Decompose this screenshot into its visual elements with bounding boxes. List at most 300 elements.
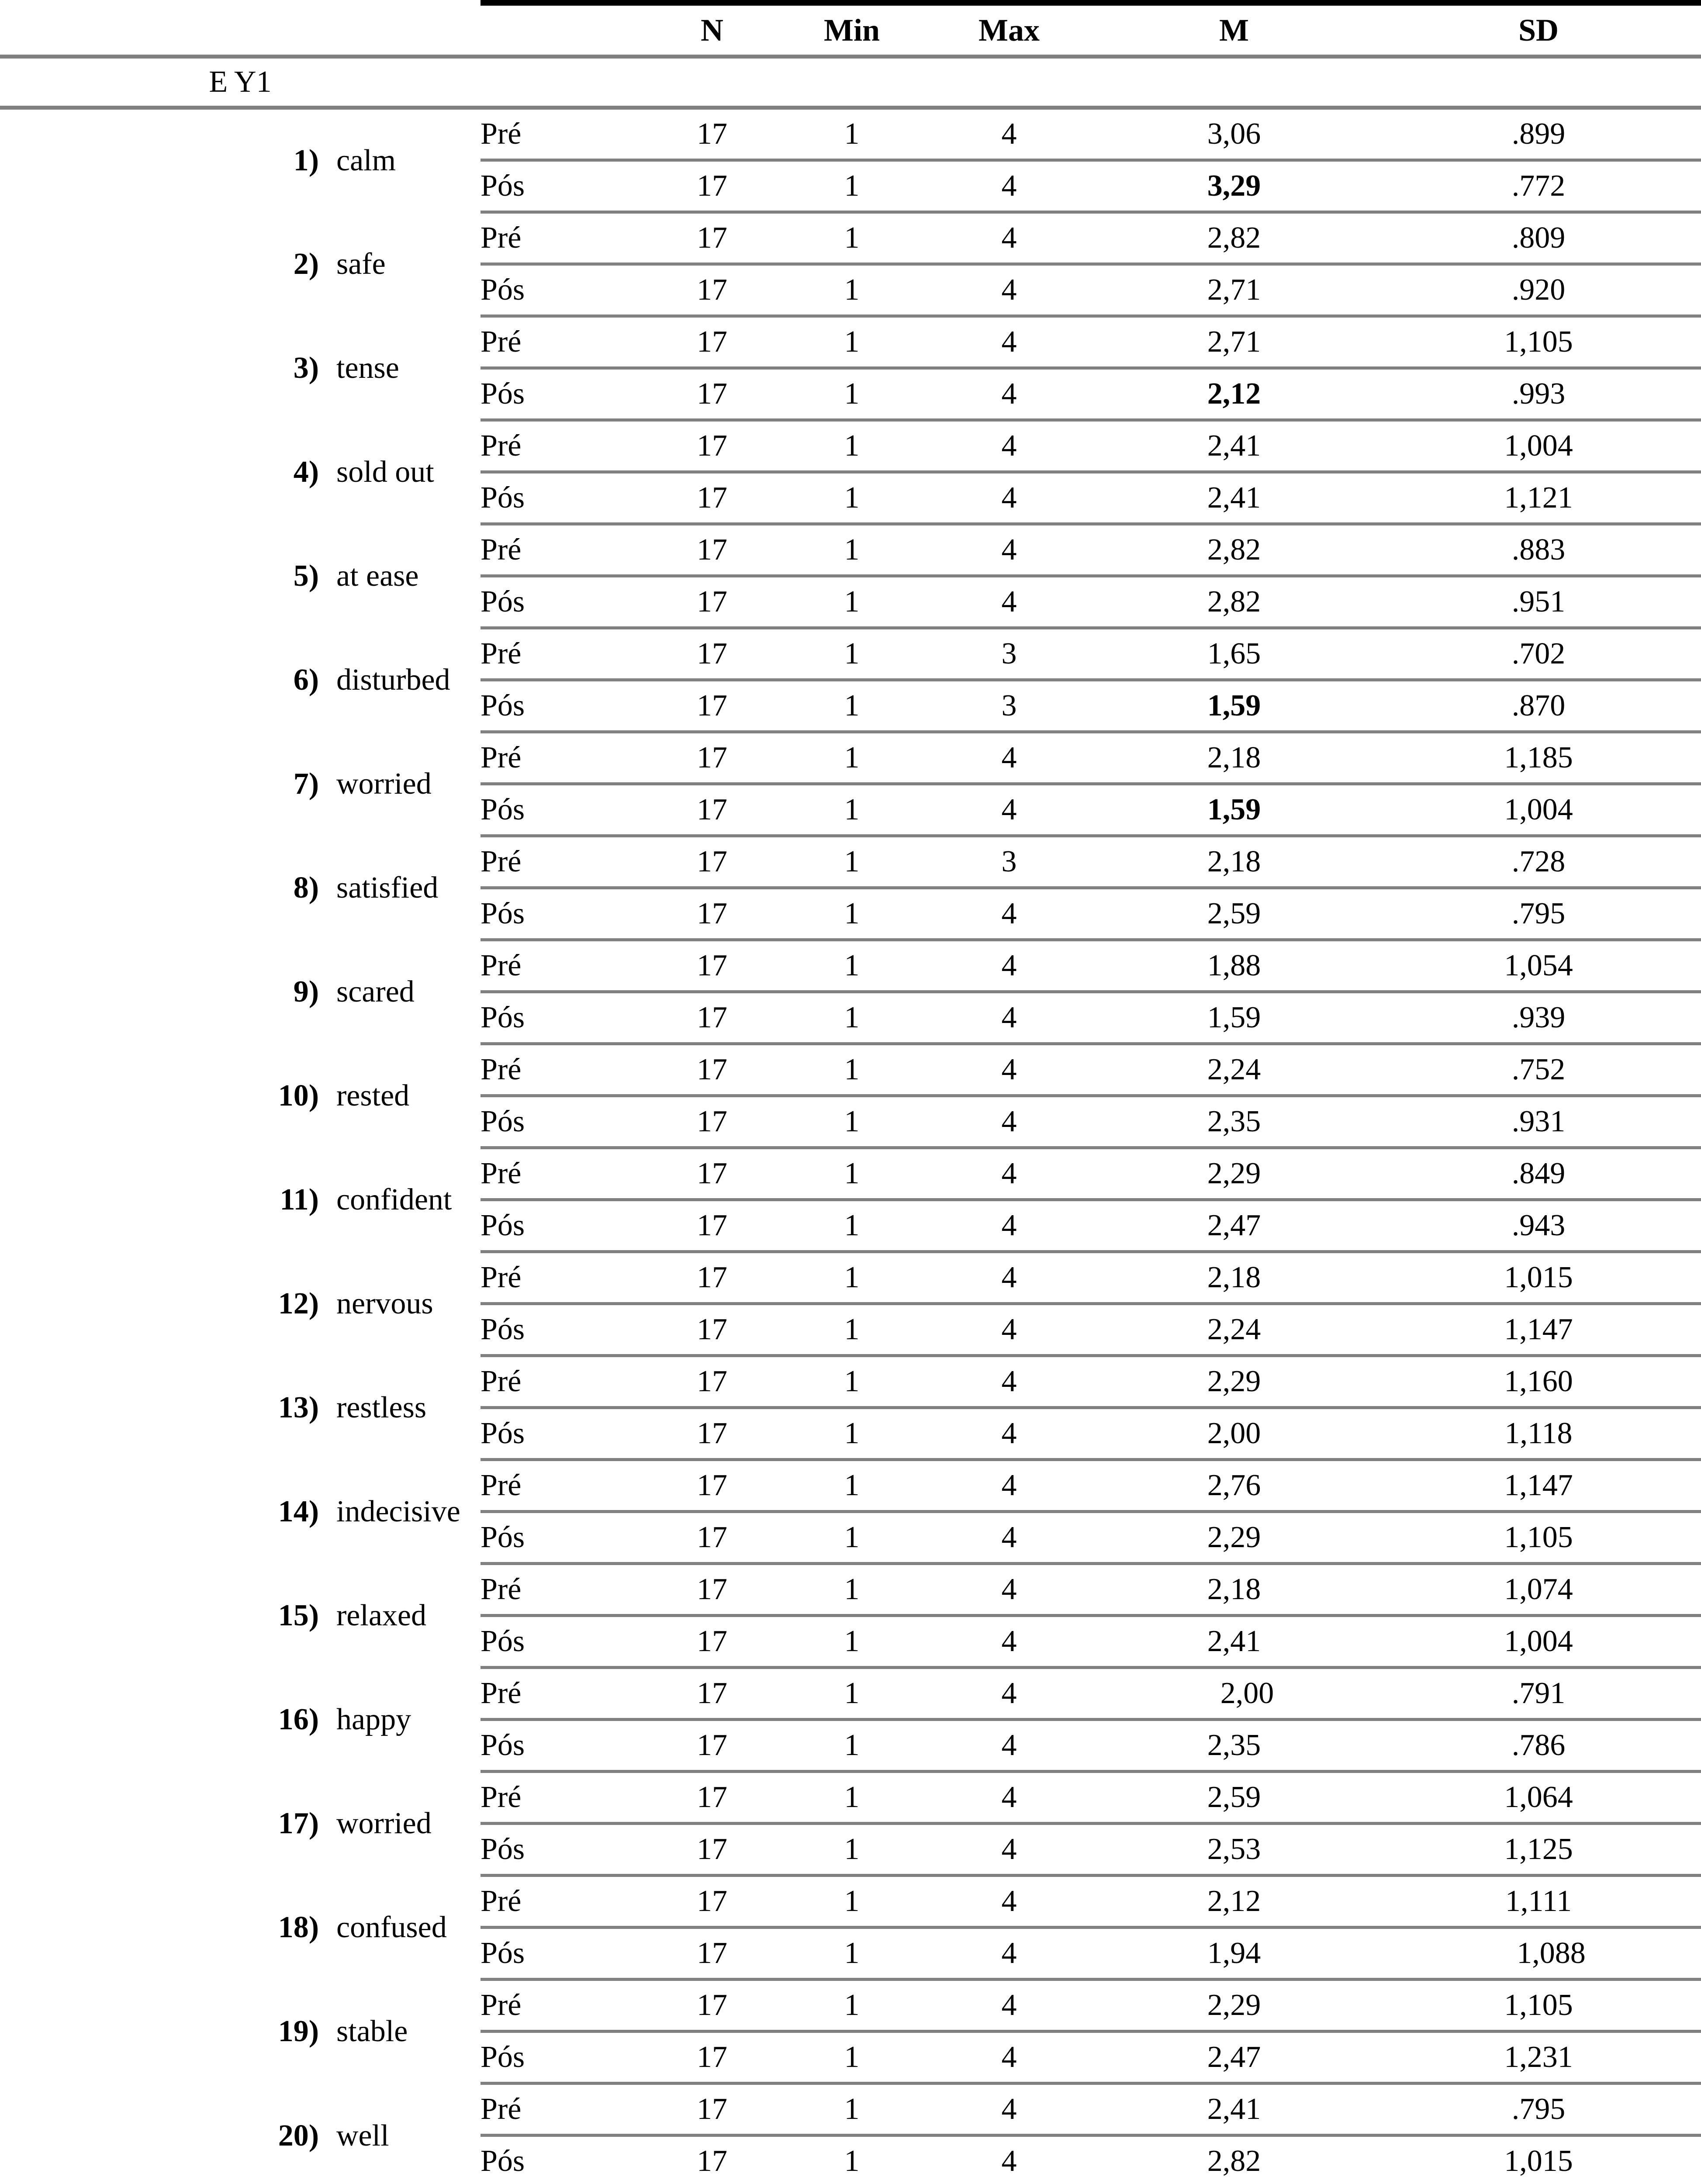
value-sd: .786: [1376, 1720, 1701, 1772]
group-row-empty-cell: [926, 57, 1092, 108]
value-n: 17: [647, 1876, 778, 1928]
value-sd: .931: [1376, 1096, 1701, 1148]
value-max: 4: [926, 1616, 1092, 1668]
value-mean: 2,29: [1092, 1148, 1376, 1200]
item-word: nervous: [319, 1289, 481, 1319]
timepoint-label-pre: Pré: [481, 524, 647, 576]
value-min: 1: [778, 472, 926, 524]
value-mean: 1,59: [1092, 784, 1376, 836]
value-sd: 1,064: [1376, 1772, 1701, 1824]
value-n: 17: [647, 1980, 778, 2032]
timepoint-label-pre: Pré: [481, 732, 647, 784]
value-min: 1: [778, 1824, 926, 1876]
value-n: 17: [647, 524, 778, 576]
value-sd: .791: [1376, 1668, 1701, 1720]
value-sd: 1,185: [1376, 732, 1701, 784]
value-sd: 1,125: [1376, 1824, 1701, 1876]
value-max: 3: [926, 836, 1092, 888]
item-number: 18): [262, 1912, 319, 1943]
value-n: 17: [647, 888, 778, 940]
value-mean: 2,24: [1092, 1304, 1376, 1356]
value-mean: 1,59: [1092, 992, 1376, 1044]
value-min: 1: [778, 160, 926, 212]
item-label-cell: [0, 1460, 481, 1564]
value-min: 1: [778, 368, 926, 420]
item-number: 2): [262, 249, 319, 280]
table-row: [0, 2084, 1701, 2136]
header-time-column: [481, 3, 647, 57]
item-word: stable: [319, 2016, 481, 2047]
value-max: 3: [926, 680, 1092, 732]
value-sd: .920: [1376, 264, 1701, 316]
timepoint-label-pos: Pós: [481, 1512, 647, 1564]
value-max: 4: [926, 576, 1092, 628]
value-sd: .951: [1376, 576, 1701, 628]
group-row-empty-cell: [481, 57, 647, 108]
value-n: 17: [647, 1304, 778, 1356]
timepoint-label-pre: Pré: [481, 1772, 647, 1824]
group-row-empty-cell: [647, 57, 778, 108]
item-label-cell: [0, 1668, 481, 1772]
value-sd: .993: [1376, 368, 1701, 420]
item-number: 13): [262, 1393, 319, 1423]
value-min: 1: [778, 680, 926, 732]
value-min: 1: [778, 316, 926, 368]
value-min: 1: [778, 2084, 926, 2136]
table-row: [0, 316, 1701, 368]
value-sd: 1,105: [1376, 316, 1701, 368]
value-sd: 1,105: [1376, 1512, 1701, 1564]
value-max: 4: [926, 1408, 1092, 1460]
value-min: 1: [778, 212, 926, 264]
value-max: 4: [926, 1200, 1092, 1252]
value-max: 4: [926, 108, 1092, 160]
value-max: 4: [926, 1876, 1092, 1928]
value-mean: 2,71: [1092, 264, 1376, 316]
value-mean: 2,59: [1092, 1772, 1376, 1824]
value-sd: 1,118: [1376, 1408, 1701, 1460]
value-max: 4: [926, 1356, 1092, 1408]
table-row: [0, 1876, 1701, 1928]
value-n: 17: [647, 1616, 778, 1668]
item-word: calm: [319, 145, 481, 176]
value-sd: .702: [1376, 628, 1701, 680]
timepoint-label-pos: Pós: [481, 1720, 647, 1772]
value-max: 4: [926, 524, 1092, 576]
value-n: 17: [647, 1668, 778, 1720]
timepoint-label-pre: Pré: [481, 1460, 647, 1512]
item-label-cell: [0, 940, 481, 1044]
item-number: 11): [262, 1185, 319, 1215]
value-n: 17: [647, 1148, 778, 1200]
value-n: 17: [647, 316, 778, 368]
value-sd: 1,147: [1376, 1304, 1701, 1356]
table-row: [0, 212, 1701, 264]
value-max: 4: [926, 1512, 1092, 1564]
header-m: M: [1092, 3, 1376, 57]
table-row: [0, 108, 1701, 160]
timepoint-label-pos: Pós: [481, 1824, 647, 1876]
value-n: 17: [647, 1096, 778, 1148]
table-row: [0, 732, 1701, 784]
timepoint-label-pos: Pós: [481, 784, 647, 836]
table-row: [0, 1564, 1701, 1616]
item-number: 20): [262, 2121, 319, 2151]
value-max: 4: [926, 160, 1092, 212]
item-label-cell: [0, 628, 481, 732]
value-n: 17: [647, 1928, 778, 1980]
value-sd: 1,088: [1376, 1928, 1701, 1980]
value-sd: .939: [1376, 992, 1701, 1044]
timepoint-label-pos: Pós: [481, 1304, 647, 1356]
value-sd: .883: [1376, 524, 1701, 576]
value-min: 1: [778, 420, 926, 472]
timepoint-label-pre: Pré: [481, 1044, 647, 1096]
table-row: [0, 836, 1701, 888]
value-n: 17: [647, 2084, 778, 2136]
timepoint-label-pre: Pré: [481, 1148, 647, 1200]
value-mean: 3,29: [1092, 160, 1376, 212]
value-max: 4: [926, 784, 1092, 836]
value-mean: 2,47: [1092, 2032, 1376, 2084]
header-sd: SD: [1376, 3, 1701, 57]
value-mean: 2,41: [1092, 420, 1376, 472]
timepoint-label-pre: Pré: [481, 1564, 647, 1616]
value-min: 1: [778, 1252, 926, 1304]
table-header: [0, 3, 1701, 57]
value-min: 1: [778, 2136, 926, 2184]
item-word: indecisive: [319, 1496, 481, 1527]
value-mean: 2,35: [1092, 1720, 1376, 1772]
table-row: [0, 940, 1701, 992]
value-n: 17: [647, 1200, 778, 1252]
value-max: 4: [926, 420, 1092, 472]
timepoint-label-pos: Pós: [481, 264, 647, 316]
item-label-cell: [0, 420, 481, 524]
value-min: 1: [778, 1980, 926, 2032]
value-sd: .752: [1376, 1044, 1701, 1096]
group-row-empty-cell: [1376, 57, 1701, 108]
value-min: 1: [778, 264, 926, 316]
value-max: 4: [926, 1668, 1092, 1720]
value-max: 4: [926, 2032, 1092, 2084]
value-mean: 2,82: [1092, 2136, 1376, 2184]
value-mean: 2,29: [1092, 1356, 1376, 1408]
value-min: 1: [778, 1616, 926, 1668]
value-mean: 2,18: [1092, 732, 1376, 784]
timepoint-label-pre: Pré: [481, 1980, 647, 2032]
value-mean: 2,18: [1092, 1564, 1376, 1616]
value-n: 17: [647, 1252, 778, 1304]
value-max: 4: [926, 1460, 1092, 1512]
value-sd: .728: [1376, 836, 1701, 888]
item-word: satisfied: [319, 873, 481, 903]
value-max: 4: [926, 1096, 1092, 1148]
value-n: 17: [647, 992, 778, 1044]
value-mean: 2,53: [1092, 1824, 1376, 1876]
item-label-cell: [0, 212, 481, 316]
value-mean: 2,12: [1092, 368, 1376, 420]
item-number: 10): [262, 1081, 319, 1111]
group-row-empty-cell: [778, 57, 926, 108]
value-n: 17: [647, 576, 778, 628]
value-max: 4: [926, 1044, 1092, 1096]
value-mean: 2,59: [1092, 888, 1376, 940]
item-word: confused: [319, 1912, 481, 1943]
item-number: 1): [262, 145, 319, 176]
value-sd: 1,054: [1376, 940, 1701, 992]
value-max: 4: [926, 1720, 1092, 1772]
value-max: 3: [926, 628, 1092, 680]
value-max: 4: [926, 940, 1092, 992]
value-max: 4: [926, 2084, 1092, 2136]
item-word: safe: [319, 249, 481, 280]
value-n: 17: [647, 2136, 778, 2184]
item-word: at ease: [319, 561, 481, 591]
value-mean: 2,29: [1092, 1512, 1376, 1564]
value-mean: 1,88: [1092, 940, 1376, 992]
timepoint-label-pre: Pré: [481, 316, 647, 368]
value-mean: 2,12: [1092, 1876, 1376, 1928]
value-mean: 2,24: [1092, 1044, 1376, 1096]
timepoint-label-pre: Pré: [481, 1876, 647, 1928]
value-min: 1: [778, 1096, 926, 1148]
table-row: [0, 1460, 1701, 1512]
table-row: [0, 524, 1701, 576]
value-min: 1: [778, 1668, 926, 1720]
timepoint-label-pos: Pós: [481, 472, 647, 524]
value-max: 4: [926, 1928, 1092, 1980]
value-n: 17: [647, 1408, 778, 1460]
table-row: [0, 1044, 1701, 1096]
value-mean: 2,76: [1092, 1460, 1376, 1512]
value-sd: 1,121: [1376, 472, 1701, 524]
value-min: 1: [778, 940, 926, 992]
value-min: 1: [778, 1876, 926, 1928]
value-n: 17: [647, 1720, 778, 1772]
timepoint-label-pos: Pós: [481, 1200, 647, 1252]
item-label-cell: [0, 2084, 481, 2184]
timepoint-label-pos: Pós: [481, 368, 647, 420]
value-max: 4: [926, 1148, 1092, 1200]
item-word: sold out: [319, 457, 481, 487]
item-label-cell: [0, 732, 481, 836]
value-n: 17: [647, 1512, 778, 1564]
column-header-row: [0, 3, 1701, 57]
value-min: 1: [778, 108, 926, 160]
value-min: 1: [778, 1304, 926, 1356]
value-mean: 2,18: [1092, 836, 1376, 888]
value-n: 17: [647, 108, 778, 160]
value-max: 4: [926, 1824, 1092, 1876]
timepoint-label-pre: Pré: [481, 1252, 647, 1304]
header-min: Min: [778, 3, 926, 57]
value-sd: .943: [1376, 1200, 1701, 1252]
value-max: 4: [926, 732, 1092, 784]
timepoint-label-pos: Pós: [481, 680, 647, 732]
value-min: 1: [778, 1356, 926, 1408]
group-title: E Y1: [0, 57, 481, 108]
value-min: 1: [778, 1148, 926, 1200]
timepoint-label-pos: Pós: [481, 992, 647, 1044]
value-sd: 1,004: [1376, 420, 1701, 472]
table-row: [0, 420, 1701, 472]
item-number: 9): [262, 977, 319, 1007]
timepoint-label-pos: Pós: [481, 2136, 647, 2184]
value-mean: 2,41: [1092, 2084, 1376, 2136]
value-n: 17: [647, 2032, 778, 2084]
item-word: well: [319, 2121, 481, 2151]
value-mean: 2,82: [1092, 212, 1376, 264]
table-row: [0, 628, 1701, 680]
item-label-cell: [0, 1980, 481, 2084]
item-number: 15): [262, 1600, 319, 1631]
item-word: relaxed: [319, 1600, 481, 1631]
timepoint-label-pre: Pré: [481, 628, 647, 680]
table-row: [0, 1668, 1701, 1720]
value-sd: .849: [1376, 1148, 1701, 1200]
value-max: 4: [926, 2136, 1092, 2184]
value-min: 1: [778, 524, 926, 576]
header-max: Max: [926, 3, 1092, 57]
value-min: 1: [778, 888, 926, 940]
value-mean: 1,94: [1092, 1928, 1376, 1980]
value-n: 17: [647, 160, 778, 212]
value-min: 1: [778, 1928, 926, 1980]
value-max: 4: [926, 264, 1092, 316]
timepoint-label-pre: Pré: [481, 108, 647, 160]
item-word: tense: [319, 353, 481, 384]
value-mean: 2,41: [1092, 472, 1376, 524]
value-min: 1: [778, 1044, 926, 1096]
table-body: [0, 57, 1701, 2184]
value-sd: 1,004: [1376, 1616, 1701, 1668]
value-sd: 1,160: [1376, 1356, 1701, 1408]
value-n: 17: [647, 420, 778, 472]
value-n: 17: [647, 1772, 778, 1824]
value-mean: 1,65: [1092, 628, 1376, 680]
value-max: 4: [926, 316, 1092, 368]
timepoint-label-pre: Pré: [481, 1668, 647, 1720]
item-label-cell: [0, 1148, 481, 1252]
value-mean: 2,41: [1092, 1616, 1376, 1668]
value-n: 17: [647, 472, 778, 524]
item-word: confident: [319, 1185, 481, 1215]
value-max: 4: [926, 1304, 1092, 1356]
timepoint-label-pos: Pós: [481, 1096, 647, 1148]
timepoint-label-pre: Pré: [481, 2084, 647, 2136]
value-n: 17: [647, 1460, 778, 1512]
value-max: 4: [926, 368, 1092, 420]
item-number: 3): [262, 353, 319, 384]
timepoint-label-pre: Pré: [481, 836, 647, 888]
item-number: 5): [262, 561, 319, 591]
value-n: 17: [647, 940, 778, 992]
value-n: 17: [647, 264, 778, 316]
timepoint-label-pre: Pré: [481, 420, 647, 472]
table-row: [0, 1980, 1701, 2032]
value-mean: 2,00: [1092, 1668, 1376, 1720]
value-n: 17: [647, 680, 778, 732]
value-n: 17: [647, 732, 778, 784]
value-min: 1: [778, 732, 926, 784]
header-n: N: [647, 3, 778, 57]
value-n: 17: [647, 1824, 778, 1876]
value-mean: 2,35: [1092, 1096, 1376, 1148]
value-max: 4: [926, 888, 1092, 940]
timepoint-label-pre: Pré: [481, 1356, 647, 1408]
value-max: 4: [926, 992, 1092, 1044]
value-mean: 2,29: [1092, 1980, 1376, 2032]
timepoint-label-pos: Pós: [481, 1928, 647, 1980]
value-mean: 2,00: [1092, 1408, 1376, 1460]
item-number: 14): [262, 1496, 319, 1527]
value-sd: 1,004: [1376, 784, 1701, 836]
value-sd: .870: [1376, 680, 1701, 732]
value-max: 4: [926, 472, 1092, 524]
value-sd: 1,147: [1376, 1460, 1701, 1512]
item-word: scared: [319, 977, 481, 1007]
value-mean: 3,06: [1092, 108, 1376, 160]
timepoint-label-pos: Pós: [481, 160, 647, 212]
value-sd: .795: [1376, 888, 1701, 940]
item-label-cell: [0, 1044, 481, 1148]
value-sd: .772: [1376, 160, 1701, 212]
value-mean: 2,71: [1092, 316, 1376, 368]
item-word: happy: [319, 1704, 481, 1735]
item-word: disturbed: [319, 665, 481, 695]
item-number: 7): [262, 769, 319, 799]
value-min: 1: [778, 784, 926, 836]
value-sd: 1,015: [1376, 2136, 1701, 2184]
item-number: 4): [262, 457, 319, 487]
value-mean: 2,82: [1092, 524, 1376, 576]
item-label-cell: [0, 1876, 481, 1980]
timepoint-label-pre: Pré: [481, 212, 647, 264]
value-sd: .795: [1376, 2084, 1701, 2136]
value-sd: 1,231: [1376, 2032, 1701, 2084]
value-min: 1: [778, 1408, 926, 1460]
value-mean: 2,18: [1092, 1252, 1376, 1304]
item-number: 17): [262, 1808, 319, 1839]
value-sd: .809: [1376, 212, 1701, 264]
value-max: 4: [926, 1980, 1092, 2032]
value-mean: 2,82: [1092, 576, 1376, 628]
item-number: 16): [262, 1704, 319, 1735]
value-min: 1: [778, 1720, 926, 1772]
item-label-cell: [0, 316, 481, 420]
item-label-cell: [0, 1772, 481, 1876]
timepoint-label-pre: Pré: [481, 940, 647, 992]
timepoint-label-pos: Pós: [481, 576, 647, 628]
item-label-cell: [0, 1564, 481, 1668]
item-number: 6): [262, 665, 319, 695]
item-word: restless: [319, 1393, 481, 1423]
value-n: 17: [647, 784, 778, 836]
value-max: 4: [926, 1564, 1092, 1616]
value-sd: 1,015: [1376, 1252, 1701, 1304]
value-sd: .899: [1376, 108, 1701, 160]
value-max: 4: [926, 1772, 1092, 1824]
value-sd: 1,074: [1376, 1564, 1701, 1616]
value-n: 17: [647, 1044, 778, 1096]
value-min: 1: [778, 1200, 926, 1252]
item-word: worried: [319, 769, 481, 799]
value-min: 1: [778, 1772, 926, 1824]
item-number: 12): [262, 1289, 319, 1319]
value-max: 4: [926, 1252, 1092, 1304]
timepoint-label-pos: Pós: [481, 888, 647, 940]
